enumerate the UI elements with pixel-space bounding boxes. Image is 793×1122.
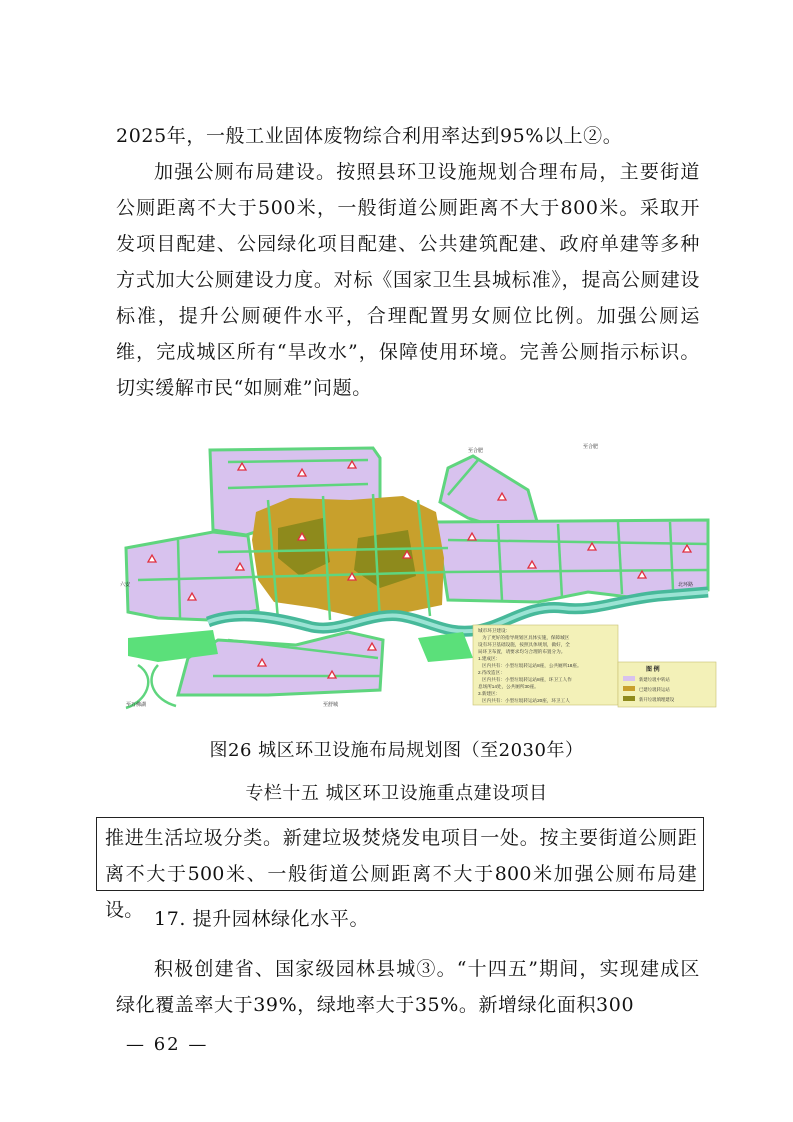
map-label-southwest: 至万佛湖 bbox=[126, 702, 147, 708]
legend-item: 新开垃圾填埋建设 bbox=[639, 697, 675, 702]
column-box-text: 推进生活垃圾分类。新建垃圾焚烧发电项目一处。按主要街道公厕距离不大于500米、一般街道公厕距离不大于800米加强公厕布局建设。 bbox=[96, 817, 704, 891]
map-label-east: 北环路 bbox=[678, 582, 694, 588]
map-note: 设有环卫基础设施，按照具体规划，做好，全 bbox=[478, 642, 570, 647]
map-label-south: 至舒城 bbox=[323, 702, 339, 708]
legend-swatch-existing bbox=[623, 686, 635, 691]
legend-title: 图 例 bbox=[646, 667, 660, 673]
legend-item: 已建垃圾转运站 bbox=[639, 687, 670, 692]
map-note: 城市环卫建设： bbox=[478, 628, 511, 633]
column-title: 专栏十五 城区环卫设施重点建设项目 bbox=[245, 783, 548, 804]
map-note: 2.待改造区： bbox=[478, 670, 505, 675]
legend-swatch-landfill bbox=[623, 696, 635, 701]
map-label-north2: 至合肥 bbox=[583, 444, 599, 450]
map-label-north1: 至合肥 bbox=[468, 448, 484, 454]
figure-caption: 图26 城区环卫设施布局规划图（至2030年） bbox=[209, 740, 584, 761]
legend-item: 新建垃圾中转站 bbox=[639, 677, 670, 682]
map-note: 区内共有：小型垃圾转运站8座，环卫工人作 bbox=[482, 677, 572, 682]
paragraph-1: 2025年，一般工业固体废物综合利用率达到95%以上②。 bbox=[116, 125, 623, 147]
section-heading: 17. 提升园林绿化水平。 bbox=[154, 908, 370, 930]
map-note: 3.新建区： bbox=[478, 691, 501, 696]
map-note: 局环卫布置，请要求均匀合理的布置分为。 bbox=[478, 649, 566, 654]
map-note: 1.建成区： bbox=[478, 656, 501, 661]
legend-swatch-new bbox=[623, 676, 635, 681]
map-note: 为了更好的指导规划区具体实施，保障城区 bbox=[482, 635, 570, 640]
map-note: 息场所14处，公共厕所30座。 bbox=[478, 684, 539, 689]
paragraph-2: 加强公厕布局建设。按照县环卫设施规划合理布局，主要街道公厕距离不大于500米，一般街道公厕距离不大于800米。采取开发项目配建、公园绿化项目配建、公共建筑配建、政府单建等多种方式加大公厕建设力度。对标《国家卫生县城标准》，提高公厕建设标准，提升公厕硬件水平，合理配置男女厕位比例。加强公厕运维，完成城区所有“旱改水”，保障使用环境。完善公厕指示标识。切实缓解市民“如厕难”问题。 bbox=[116, 161, 700, 399]
page-number: — 62 — bbox=[126, 1034, 209, 1055]
city-sanitation-map bbox=[118, 440, 718, 710]
map-note: 区内共有：小型垃圾转运站20座，环卫工人 bbox=[482, 698, 570, 703]
paragraph-4: 积极创建省、国家级园林县城③。“十四五”期间，实现建成区绿化覆盖率大于39%，绿地率大于35%。新增绿化面积300 bbox=[116, 958, 700, 1016]
map-note: 区内共有：小型垃圾转运站8座，公共厕所18座。 bbox=[482, 663, 582, 668]
map-label-west: 六安 bbox=[120, 582, 131, 588]
